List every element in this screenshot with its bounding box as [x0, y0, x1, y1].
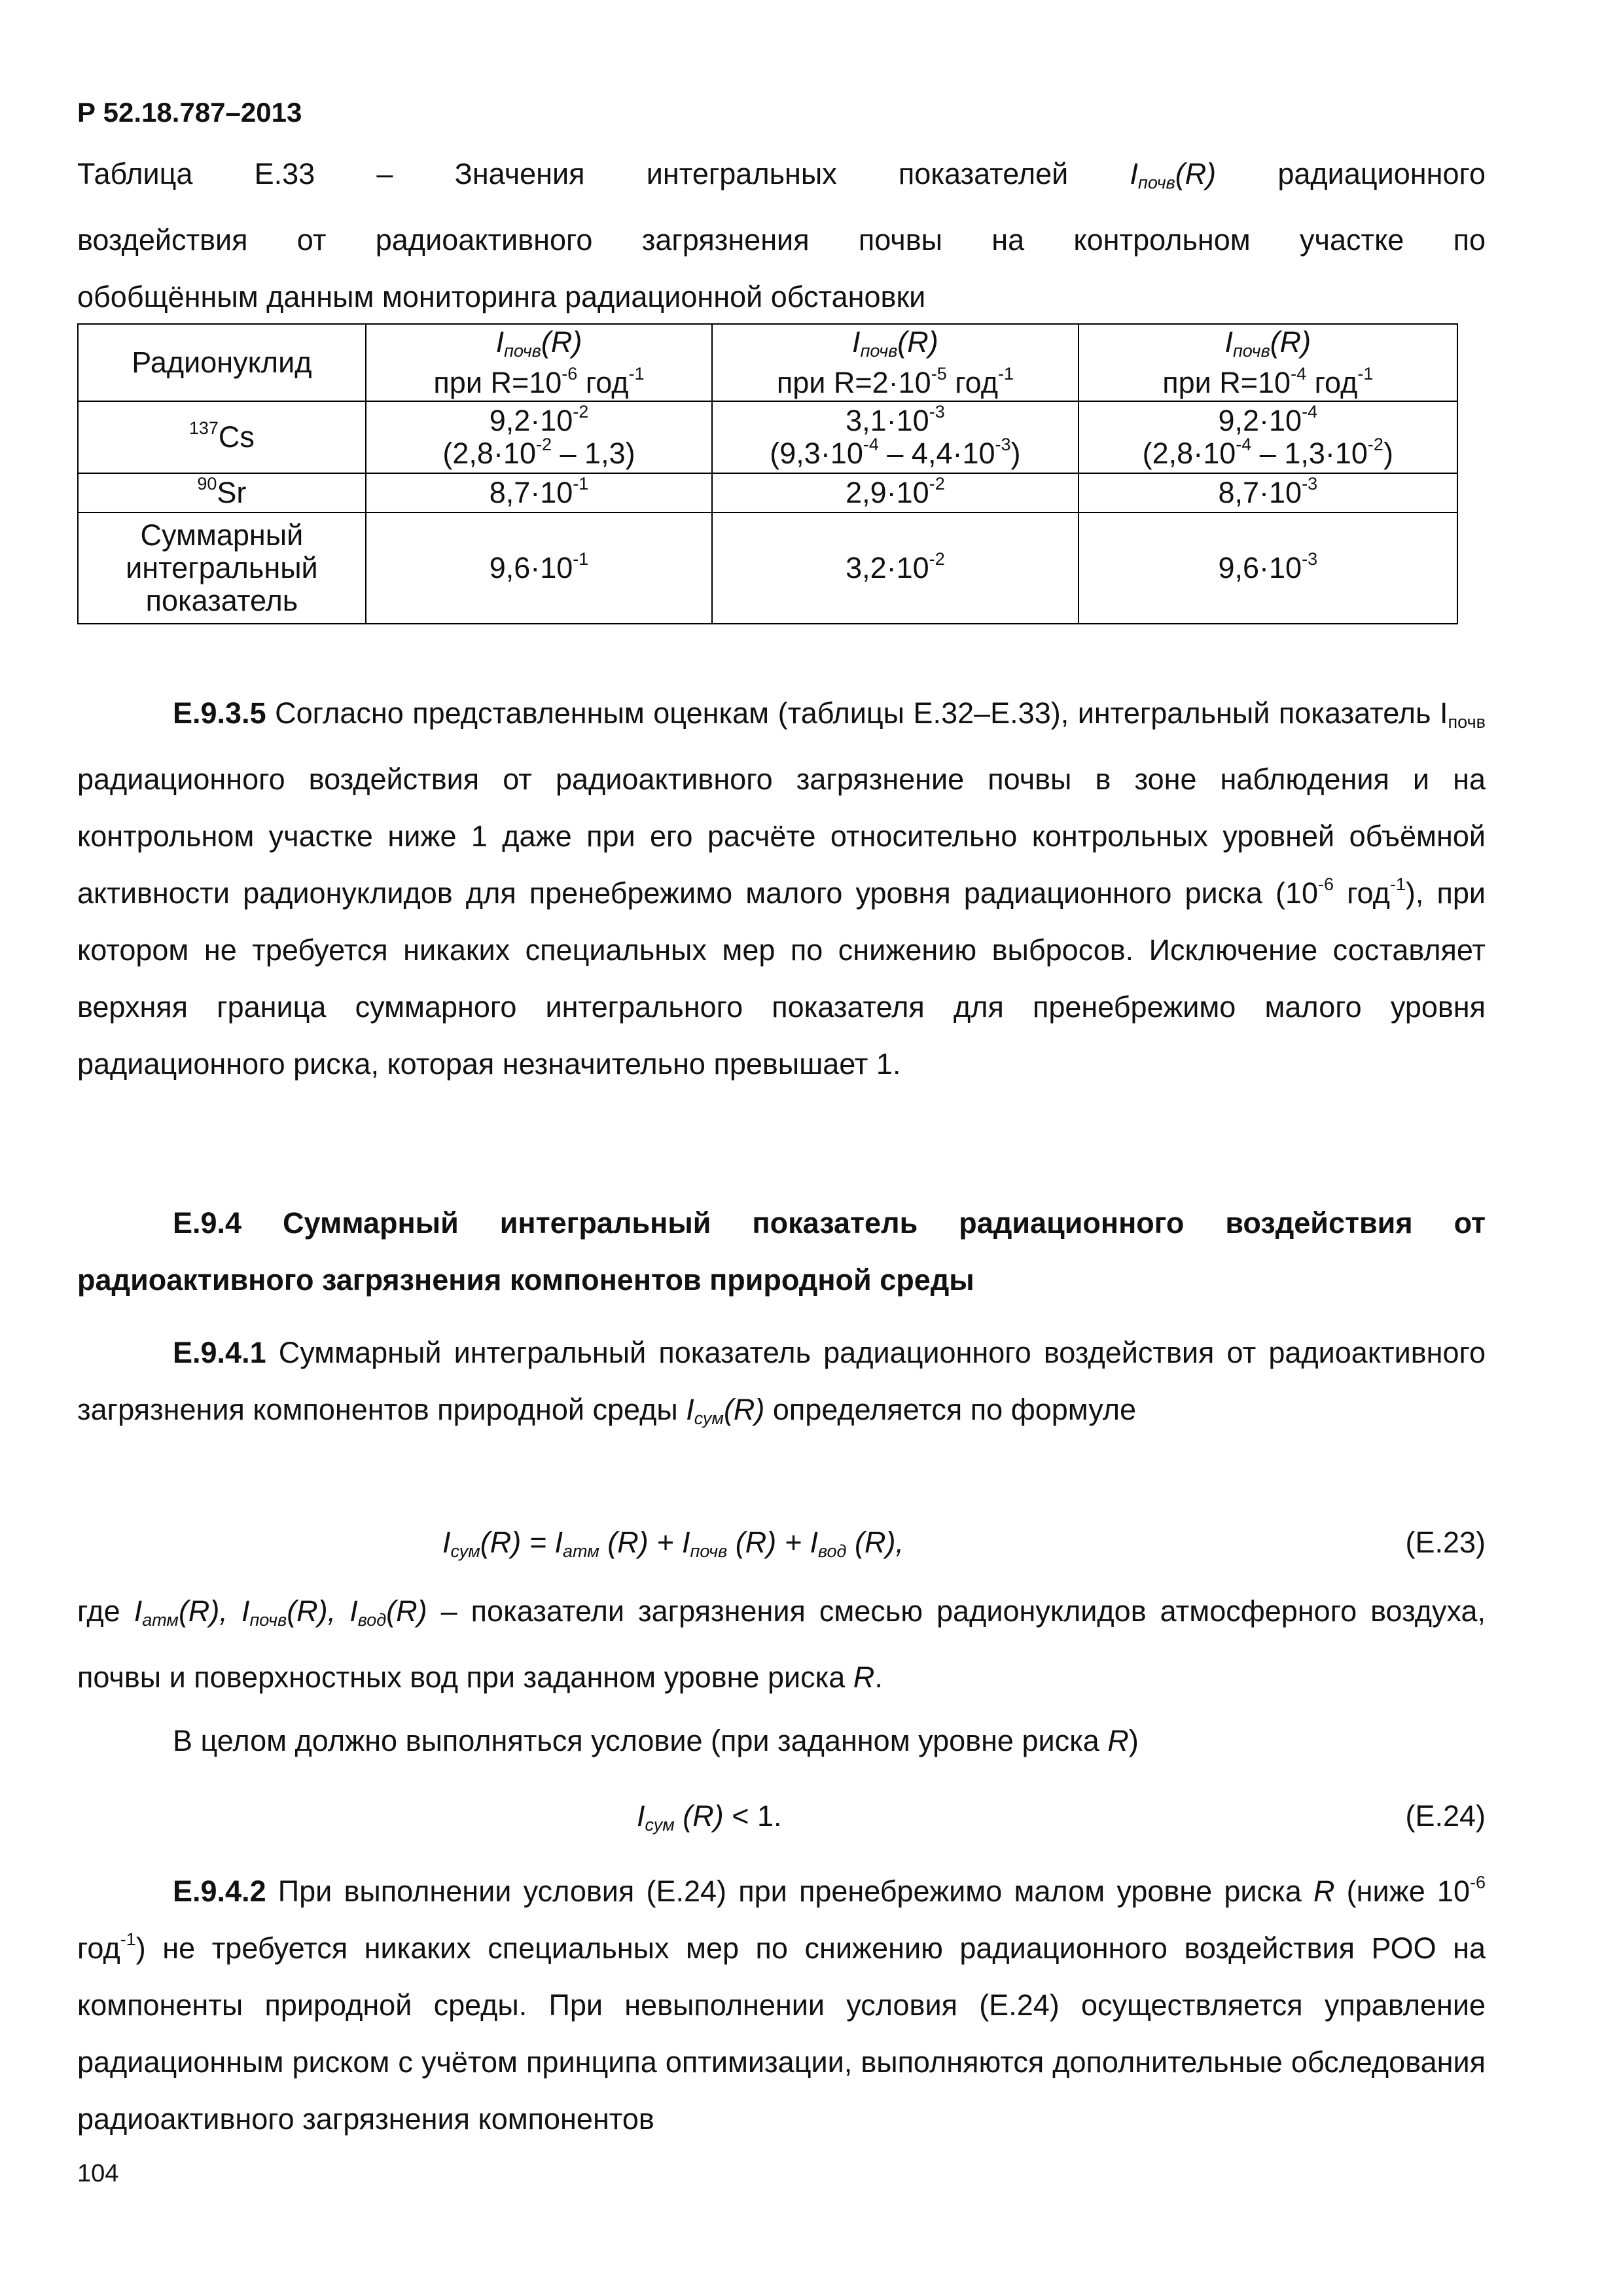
section-e942 [77, 1863, 1486, 2147]
section-number: Е.9.4.2 [173, 1874, 266, 1908]
table-header-cell: Радионуклид [78, 324, 366, 401]
table-header-cell: $I_{почв}(R)$ при $R=2\cdot 10^{-5}$ год$^{-1}$ [712, 324, 1078, 401]
document-header: Р 52.18.787–2013 [77, 97, 302, 128]
paragraph: Е.9.4.2 При выполнении условия (Е.24) при пренебрежимо малом уровне риска R (ниже $10^{-6}$ год$^{-1}$) не требуется никаких специальных мер по снижению радиационного воздействия РОО на компоненты природной среды. При невыполнении условия (Е.24) осуществляется управление радиационным риском с учётом принципа оптимизации, выполняются дополнительные обследования радиоактивного загрязнения компонентов [77, 1872, 1486, 2136]
table-cell: $9,6\cdot 10^{-3}$ [1079, 512, 1457, 624]
table-cell: $2,9\cdot 10^{-2}$ [712, 473, 1078, 512]
table-row [78, 512, 1457, 624]
caption-text: радиационного [1277, 157, 1486, 190]
paragraph: Е.9.3.5 Согласно представленным оценкам (таблицы Е.32–Е.33), интегральный показатель $I_{почв}$ радиационного воздействия от радиоактивного загрязнение почвы в зоне наблюдения и на контрольном участке ниже 1 даже при его расчёте относительно контрольных уровней объёмной активности радионуклидов для пренебрежимо малого уровня радиационного риска ($10^{-6}$ год$^{-1}$), при котором не требуется никаких специальных мер по снижению выбросов. Исключение составляет верхняя граница суммарного интегрального показателя для пренебрежимо малого уровня радиационного риска, которая незначительно превышает 1. [77, 696, 1486, 1081]
table-cell: $8,7\cdot 10^{-1}$ [366, 473, 712, 512]
table-caption-line: воздействия от радиоактивного загрязнения почвы на контрольном участке по [77, 223, 1486, 257]
table-header-cell: $I_{почв}(R)$ при $R=10^{-4}$ год$^{-1}$ [1079, 324, 1457, 401]
section-e94 [77, 1194, 1486, 1308]
paragraph: где $I_{атм}(R)$, $I_{почв}(R)$, $I_{вод}(R)$ – показатели загрязнения смесью радионуклидов атмосферного воздуха, почвы и поверхностных вод при заданном уровне риска R. [77, 1594, 1486, 1694]
table-cell: $3,2\cdot 10^{-2}$ [712, 512, 1078, 624]
table-caption-line [77, 145, 1486, 211]
table-cell: $^{90}$Sr [78, 473, 366, 512]
table-cell: $9,2\cdot 10^{-2}$ $(2,8\cdot 10^{-2} - 1,3)$ [366, 401, 712, 473]
table-cell: $^{137}$Cs [78, 401, 366, 473]
caption-variable: $I_{почв}(R)$ [1130, 157, 1217, 192]
formula-e23 [77, 1514, 1486, 1571]
table-caption [77, 145, 1486, 325]
formula-number: (Е.24) [1405, 1799, 1486, 1833]
section-e941 [77, 1324, 1486, 1447]
paragraph: В целом должно выполняться условие (при заданном уровне риска R) [173, 1724, 1139, 1757]
paragraph: Е.9.4.1 Суммарный интегральный показатель радиационного воздействия от радиоактивного загрязнения компонентов природной среды $I_{сум}(R)$ определяется по формуле [77, 1336, 1486, 1428]
table-header-cell: $I_{почв}(R)$ при $R=10^{-6}$ год$^{-1}$ [366, 324, 712, 401]
table-cell: Суммарный интегральный показатель [78, 512, 366, 624]
where-paragraph [77, 1583, 1486, 1706]
condition-paragraph [77, 1712, 1486, 1769]
section-e935 [77, 685, 1486, 1092]
caption-text: Таблица Е.33 – Значения интегральных показателей [77, 157, 1069, 190]
table-caption-line: обобщённым данным мониторинга радиационной обстановки [77, 279, 926, 314]
section-heading: Е.9.4 Суммарный интегральный показатель радиационного воздействия от радиоактивного загрязнения компонентов природной среды [77, 1206, 1486, 1297]
formula-expression: $I_{сум}(R) = I_{атм}$ $(R) + I_{почв}$ $(R) + I_{вод}$ (R), [442, 1526, 904, 1561]
formula-expression: $I_{сум}$ (R) < 1. [637, 1799, 782, 1835]
formula-e24 [77, 1787, 1486, 1844]
section-number: Е.9.3.5 [173, 696, 266, 730]
table-cell: $9,6\cdot 10^{-1}$ [366, 512, 712, 624]
data-table [77, 323, 1458, 624]
page-number: 104 [77, 2160, 119, 2187]
table-cell: $8,7\cdot 10^{-3}$ [1079, 473, 1457, 512]
table-cell: $9,2\cdot 10^{-4}$ $(2,8\cdot 10^{-4} - 1,3\cdot 10^{-2})$ [1079, 401, 1457, 473]
table-cell: $3,1\cdot 10^{-3}$ $(9,3\cdot 10^{-4} - 4,4\cdot 10^{-3})$ [712, 401, 1078, 473]
formula-number: (Е.23) [1405, 1526, 1486, 1559]
section-number: Е.9.4.1 [173, 1336, 266, 1369]
table-header-row [78, 324, 1457, 401]
table-row [78, 401, 1457, 473]
table-row [78, 473, 1457, 512]
